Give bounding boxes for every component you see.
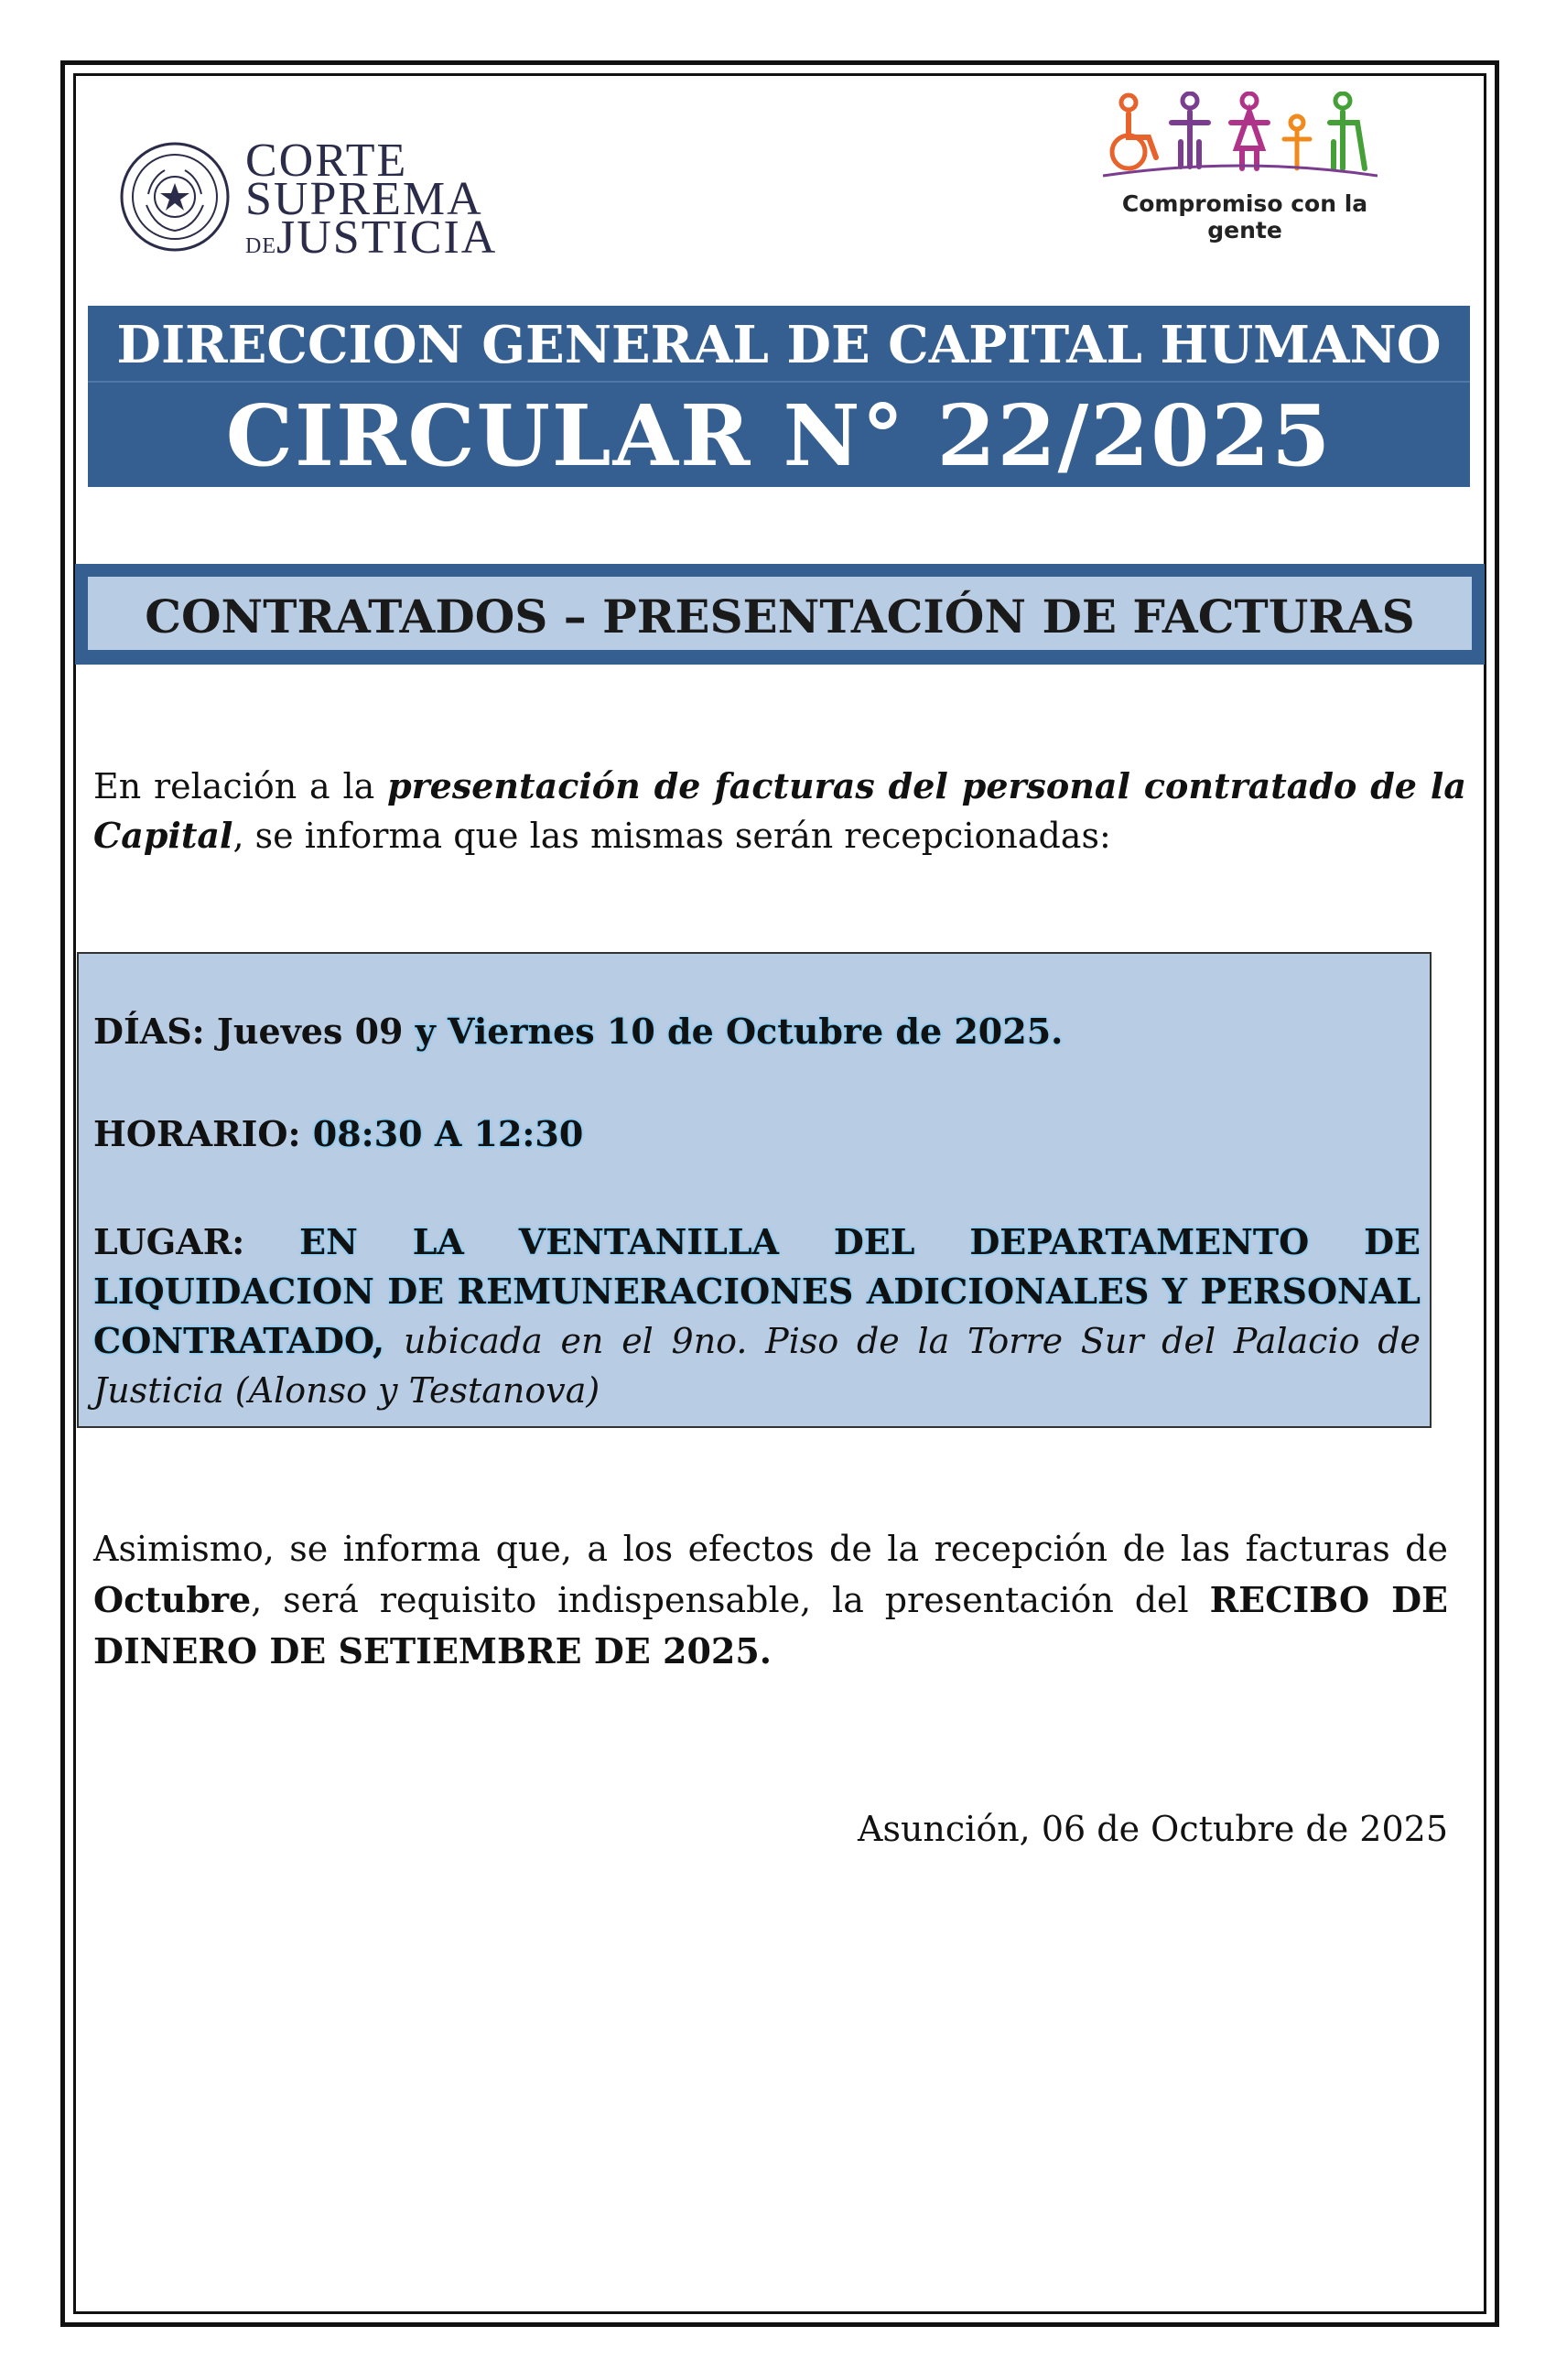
title-banner xyxy=(88,306,1470,487)
intro-text-1: En relación a la xyxy=(93,766,388,806)
intro-text-2: , se informa que las mismas serán recepcionadas: xyxy=(232,816,1111,856)
details-box xyxy=(77,952,1432,1428)
slogan: Compromiso con la gente xyxy=(1121,190,1368,243)
days-row xyxy=(93,1007,1421,1056)
place-row xyxy=(93,1217,1421,1415)
closing-text-2: , será requisito indispensable, la presentación del xyxy=(251,1580,1210,1620)
days-label: DÍAS: xyxy=(93,1011,205,1052)
department-title: DIRECCION GENERAL DE CAPITAL HUMANO xyxy=(116,315,1442,375)
place-label: LUGAR: xyxy=(93,1221,245,1262)
intro-emphasis: presentación de facturas del personal contratado de la Capital xyxy=(93,765,1466,856)
closing-requirement: RECIBO DE DINERO DE SETIEMBRE DE 2025. xyxy=(93,1579,1448,1671)
closing-month: Octubre xyxy=(93,1579,252,1620)
people-group-icon xyxy=(1103,92,1378,178)
dateline: Asunción, 06 de Octubre de 2025 xyxy=(858,1809,1448,1849)
compromiso-logo xyxy=(1062,92,1428,243)
schedule-value: 08:30 A 12:30 xyxy=(312,1113,584,1154)
csj-line-2: SUPREMA xyxy=(245,173,483,225)
subject-banner xyxy=(75,564,1485,665)
days-value-a: Jueves 09 xyxy=(216,1011,404,1052)
closing-paragraph xyxy=(93,1523,1448,1677)
csj-line-1: CORTE xyxy=(245,135,408,187)
intro-paragraph xyxy=(93,762,1466,860)
banner-divider xyxy=(88,381,1470,383)
schedule-label: HORARIO: xyxy=(93,1113,301,1154)
place-detail: ubicada en el 9no. Piso de la Torre Sur del Palacio de Justicia (Alonso y Testanova) xyxy=(93,1321,1421,1411)
days-value-b: y Viernes 10 de Octubre de 2025. xyxy=(415,1011,1064,1052)
csj-logo xyxy=(119,137,503,265)
national-seal-icon xyxy=(119,141,231,253)
closing-text-1: Asimismo, se informa que, a los efectos de la recepción de las facturas de xyxy=(93,1529,1448,1569)
place-value: EN LA VENTANILLA DEL DEPARTAMENTO DE LIQUIDACION DE REMUNERACIONES ADICIONALES Y PERSONAL CONTRATADO, xyxy=(93,1221,1421,1361)
csj-line-3: DEJUSTICIA xyxy=(245,211,498,264)
subject-title: CONTRATADOS – PRESENTACIÓN DE FACTURAS xyxy=(145,590,1415,644)
subject-inner xyxy=(88,577,1472,650)
circular-number: CIRCULAR N° 22/2025 xyxy=(225,386,1333,485)
schedule-row xyxy=(93,1109,1421,1159)
